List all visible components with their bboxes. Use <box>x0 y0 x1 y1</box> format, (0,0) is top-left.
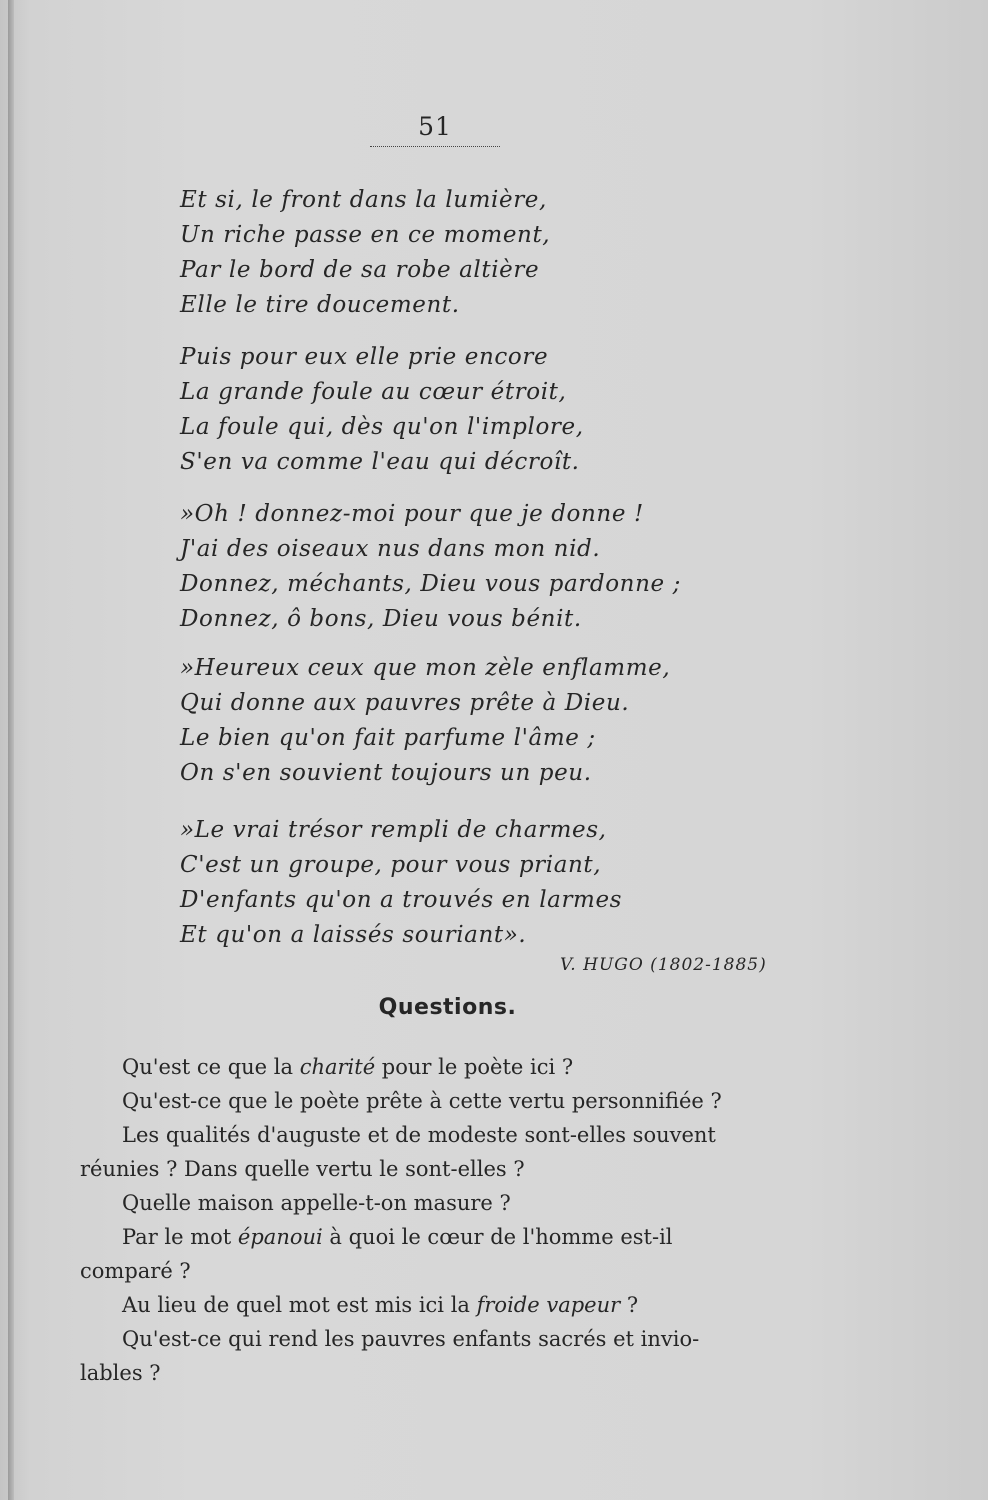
poem-line: Un riche passe en ce moment, <box>180 222 551 248</box>
question-line: lables ? <box>80 1361 161 1385</box>
poem-line: Donnez, méchants, Dieu vous pardonne ; <box>180 571 681 597</box>
poem-stanza <box>180 497 681 637</box>
question-line: comparé ? <box>80 1259 191 1283</box>
question-line: Qu'est-ce que le poète prête à cette vertu personnifiée ? <box>122 1089 722 1113</box>
question-line: Quelle maison appelle-t-on masure ? <box>122 1191 511 1215</box>
poem-stanza <box>180 340 584 480</box>
poem-line: Donnez, ô bons, Dieu vous bénit. <box>180 606 582 632</box>
header-dotted-rule <box>370 146 500 147</box>
poem-line: »Heureux ceux que mon zèle enflamme, <box>180 655 671 681</box>
poem-line: La grande foule au cœur étroit, <box>180 379 567 405</box>
question-line: réunies ? Dans quelle vertu le sont-elles ? <box>80 1157 525 1181</box>
question-line: Qu'est-ce qui rend les pauvres enfants sacrés et invio- <box>122 1327 700 1351</box>
poem-line: Elle le tire doucement. <box>180 292 460 318</box>
poem-line: Le bien qu'on fait parfume l'âme ; <box>180 725 596 751</box>
emphasis: froide vapeur <box>476 1293 621 1317</box>
question-line: Les qualités d'auguste et de modeste sont-elles souvent <box>122 1123 716 1147</box>
question-line: Par le mot épanoui à quoi le cœur de l'homme est-il <box>122 1225 673 1249</box>
poem-stanza <box>180 183 550 323</box>
poem-line: Puis pour eux elle prie encore <box>180 344 549 370</box>
poem-line: Et qu'on a laissés souriant». <box>180 922 527 948</box>
page-number: 51 <box>418 112 452 141</box>
poem-line: »Oh ! donnez-moi pour que je donne ! <box>180 501 644 527</box>
emphasis: épanoui <box>237 1225 323 1249</box>
poem-line: La foule qui, dès qu'on l'implore, <box>180 414 584 440</box>
poem-line: Et si, le front dans la lumière, <box>180 187 547 213</box>
questions-list <box>80 1050 830 1390</box>
question-line: Qu'est ce que la charité pour le poète ici ? <box>122 1055 574 1079</box>
poem-line: S'en va comme l'eau qui décroît. <box>180 449 580 475</box>
poem-line: Par le bord de sa robe altière <box>180 257 540 283</box>
page-binding-edge <box>8 0 14 1500</box>
poem-stanza <box>180 813 622 953</box>
poem-line: On s'en souvient toujours un peu. <box>180 760 592 786</box>
emphasis: charité <box>299 1055 376 1079</box>
poem-line: D'enfants qu'on a trouvés en larmes <box>180 887 623 913</box>
poem-line: J'ai des oiseaux nus dans mon nid. <box>180 536 601 562</box>
poem-author: V. HUGO (1802-1885) <box>560 955 767 975</box>
poem-stanza <box>180 651 670 791</box>
poem-line: C'est un groupe, pour vous priant, <box>180 852 602 878</box>
poem-line: »Le vrai trésor rempli de charmes, <box>180 817 607 843</box>
questions-heading: Questions. <box>378 995 517 1020</box>
question-line: Au lieu de quel mot est mis ici la froide vapeur ? <box>122 1293 639 1317</box>
poem-line: Qui donne aux pauvres prête à Dieu. <box>180 690 630 716</box>
